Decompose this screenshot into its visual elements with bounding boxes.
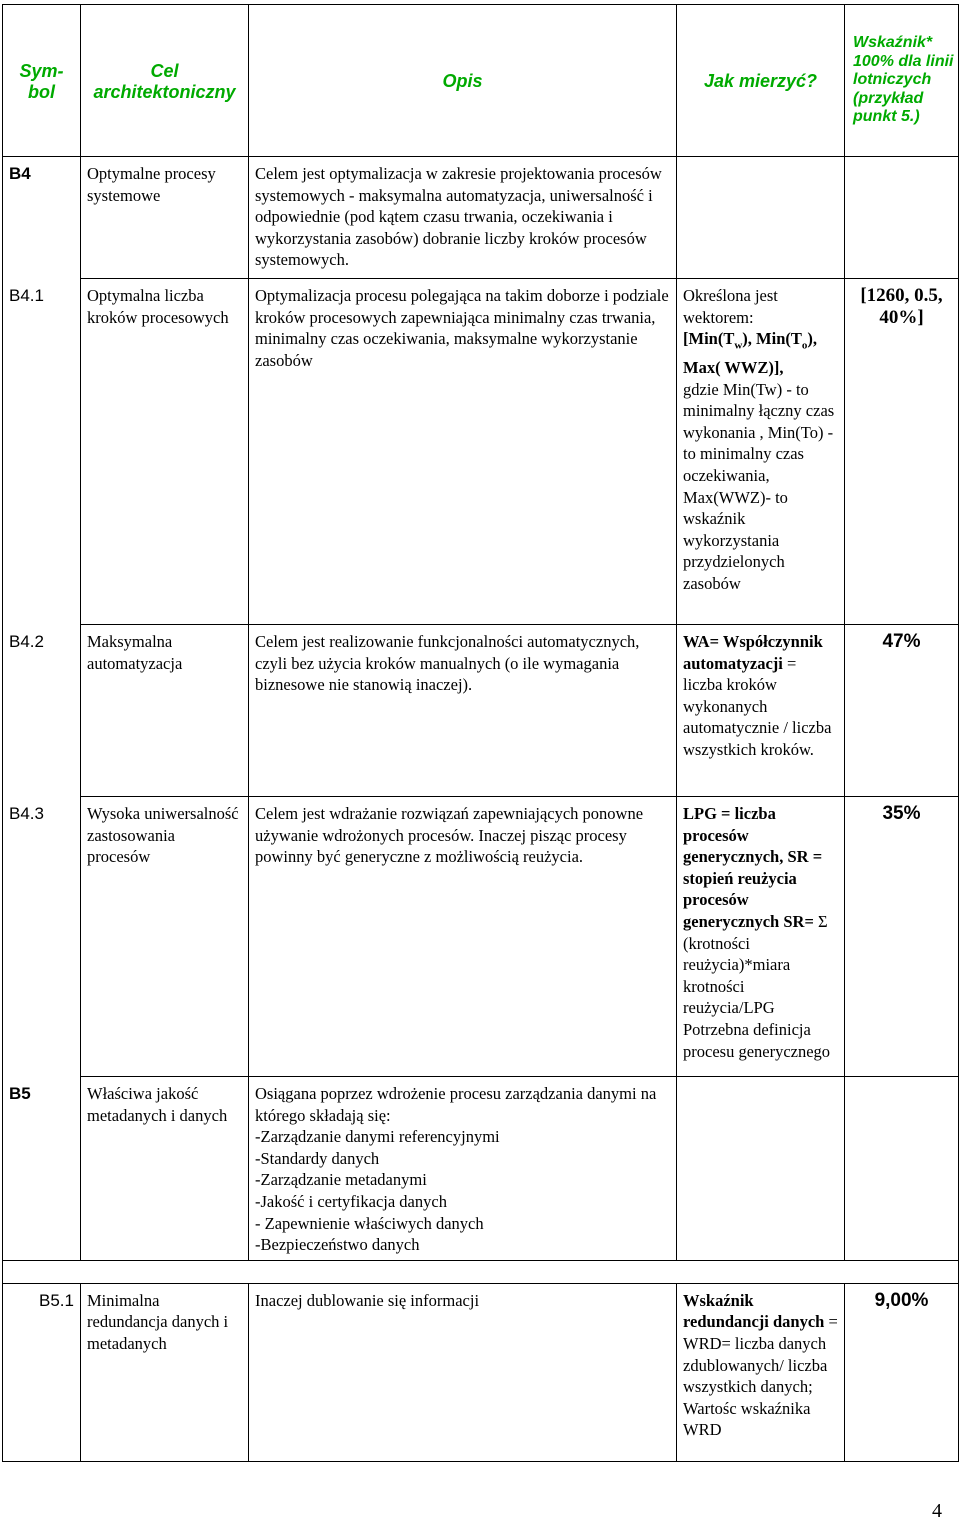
row-goal: Maksymalna automatyzacja bbox=[81, 625, 249, 797]
row-symbol: B5 bbox=[3, 1077, 81, 1261]
table-row-b4-1 bbox=[3, 279, 959, 625]
how-sub-w: w bbox=[734, 339, 743, 352]
header-goal: Cel architektoniczny bbox=[81, 5, 249, 157]
how-mid2: ), bbox=[807, 329, 818, 349]
row-symbol: B4.1 bbox=[3, 279, 81, 625]
row-how bbox=[677, 625, 845, 797]
architecture-goals-table bbox=[2, 4, 959, 1462]
page-number: 4 bbox=[932, 1500, 942, 1522]
table-row-b4-2 bbox=[3, 625, 959, 797]
row-goal: Właściwa jakość metadanych i danych bbox=[81, 1077, 249, 1261]
row-description: Celem jest optymalizacja w zakresie projektowania procesów systemowych - maksymalna automatyzacja, uniwersalność i odpowiednie (pod kątem czasu trwania, oczekiwania i wykorzystania zasobów) dobranie liczby kroków procesów systemowych. bbox=[249, 157, 677, 279]
how-mid: ), Min(T bbox=[742, 329, 802, 349]
row-indicator bbox=[845, 1077, 959, 1261]
row-goal: Minimalna redundancja danych i metadanych bbox=[81, 1283, 249, 1461]
description-line: -Jakość i certyfikacja danych bbox=[255, 1191, 447, 1211]
row-how bbox=[677, 1077, 845, 1261]
row-goal: Optymalne procesy systemowe bbox=[81, 157, 249, 279]
how-max: Max( WWZ)], bbox=[683, 358, 784, 378]
row-how bbox=[677, 1283, 845, 1461]
how-rest: = WRD= liczba danych zdublowanych/ liczba wszystkich danych; Wartośc wskaźnika WRD bbox=[683, 1312, 838, 1440]
row-symbol: B4.3 bbox=[3, 797, 81, 1077]
row-how bbox=[677, 797, 845, 1077]
row-description: Celem jest realizowanie funkcjonalności automatycznych, czyli bez użycia kroków manualnych (o ile wymagania biznesowe nie stanowią inaczej). bbox=[249, 625, 677, 797]
row-description: Celem jest wdrażanie rozwiązań zapewniających ponowne używanie wdrożonych procesów. Inaczej pisząc procesy powinny być generyczne z możliwością reużycia. bbox=[249, 797, 677, 1077]
row-symbol: B4.2 bbox=[3, 625, 81, 797]
row-how bbox=[677, 157, 845, 279]
how-rest: gdzie Min(Tw) - to minimalny łączny czas wykonania , Min(To) - to minimalny czas oczekiwania, Max(WWZ)- to wskaźnik wykorzystania przydzielonych zasobów bbox=[683, 379, 835, 594]
row-description bbox=[249, 1077, 677, 1261]
row-indicator: 35% bbox=[845, 797, 959, 1077]
row-goal: Optymalna liczba kroków procesowych bbox=[81, 279, 249, 625]
row-indicator bbox=[845, 157, 959, 279]
table-row-b4 bbox=[3, 157, 959, 279]
header-description: Opis bbox=[249, 5, 677, 157]
description-line: -Bezpieczeństwo danych bbox=[255, 1235, 420, 1255]
spacer-row bbox=[3, 1260, 959, 1283]
header-how: Jak mierzyć? bbox=[677, 5, 845, 157]
table-row-b4-3 bbox=[3, 797, 959, 1077]
row-indicator: 47% bbox=[845, 625, 959, 797]
how-prefix: Określona jest wektorem: bbox=[683, 286, 778, 327]
description-line: - Zapewnienie właściwych danych bbox=[255, 1213, 484, 1233]
description-line: -Standardy danych bbox=[255, 1148, 380, 1168]
row-indicator: 9,00% bbox=[845, 1283, 959, 1461]
how-bold: LPG = liczba procesów generycznych, SR = stopień reużycia procesów generycznych SR= bbox=[683, 804, 823, 931]
how-bold: Wskaźnik redundancji danych bbox=[683, 1290, 825, 1332]
header-indicator: Wskaźnik* 100% dla linii lotniczych (przykład punkt 5.) bbox=[845, 5, 959, 157]
how-rest: Σ (krotności reużycia)*miara krotności reużycia/LPG Potrzebna definicja procesu generycznego bbox=[683, 911, 831, 1061]
how-rest: = liczba kroków wykonanych automatycznie / liczba wszystkich kroków. bbox=[683, 653, 832, 759]
how-bold: WA= Współczynnik automatyzacji bbox=[683, 632, 823, 673]
header-symbol: Sym-bol bbox=[3, 5, 81, 157]
how-vector: [Min(T bbox=[683, 329, 735, 349]
row-description: Optymalizacja procesu polegająca na takim doborze i podziale kroków procesowych zapewniająca minimalny czas trwania, minimalny czas oczekiwania, maksymalne wykorzystanie zasobów bbox=[249, 279, 677, 625]
how-sub-o: o bbox=[801, 339, 808, 352]
description-line: -Zarządzanie danymi referencyjnymi bbox=[255, 1127, 500, 1147]
description-line: Osiągana poprzez wdrożenie procesu zarządzania danymi na którego składają się: bbox=[255, 1084, 657, 1125]
header-row bbox=[3, 5, 959, 157]
row-how bbox=[677, 279, 845, 625]
row-description: Inaczej dublowanie się informacji bbox=[249, 1283, 677, 1461]
table-row-b5 bbox=[3, 1077, 959, 1261]
description-line: -Zarządzanie metadanymi bbox=[255, 1170, 427, 1190]
row-goal: Wysoka uniwersalność zastosowania procesów bbox=[81, 797, 249, 1077]
row-symbol: B5.1 bbox=[3, 1283, 81, 1461]
row-symbol: B4 bbox=[3, 157, 81, 279]
row-indicator: [1260, 0.5, 40%] bbox=[845, 279, 959, 625]
table-row-b5-1 bbox=[3, 1283, 959, 1461]
